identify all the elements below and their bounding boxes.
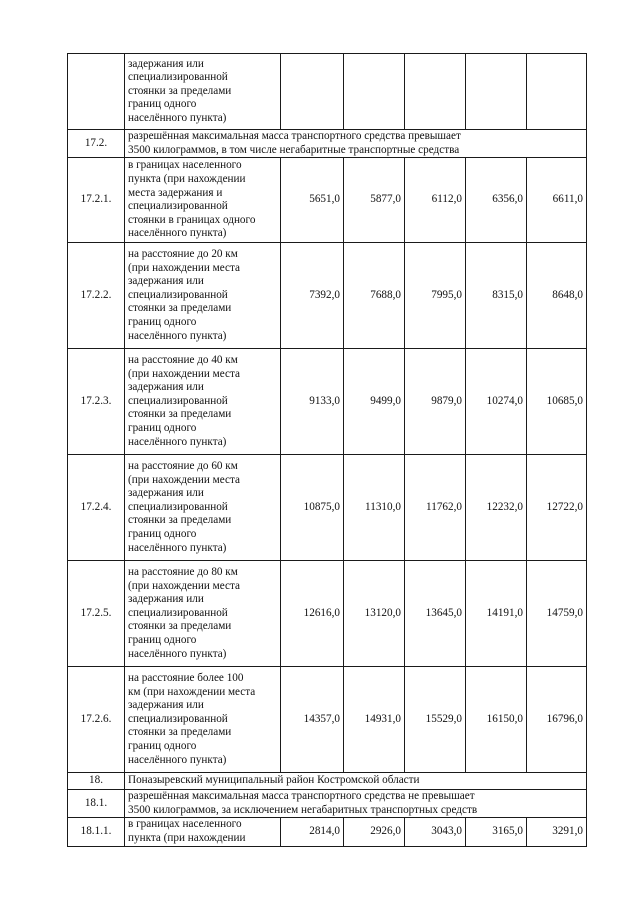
description-line: стоянки за пределами — [128, 620, 232, 633]
tariff-value-1: 14357,0 — [281, 667, 344, 773]
tariff-value-2: 14931,0 — [344, 667, 405, 773]
tariff-value-2: 9499,0 — [344, 349, 405, 455]
tariff-value-4: 6356,0 — [466, 158, 527, 243]
description-line: специализированной — [128, 200, 228, 213]
tariff-value-3: 13645,0 — [405, 561, 466, 667]
description-line: специализированной — [128, 606, 228, 619]
description-line: населённого пункта) — [128, 435, 227, 448]
tariff-value-5: 3291,0 — [527, 818, 587, 846]
description-line: границ одного — [128, 422, 197, 435]
description-line: на расстояние более 100 — [128, 672, 244, 685]
description-line: специализированной — [128, 288, 228, 301]
table-row — [68, 158, 587, 243]
tariff-value-5: 8648,0 — [527, 243, 587, 349]
row-description — [125, 455, 281, 561]
row-number: 18. — [68, 773, 125, 790]
tariff-value-4: 8315,0 — [466, 243, 527, 349]
row-description — [125, 54, 281, 130]
description-line: границ одного — [128, 528, 197, 541]
description-line: в границах населенного — [128, 159, 242, 172]
description-line: задержания или — [128, 381, 204, 394]
table-row — [68, 818, 587, 846]
description-line: км (при нахождении места — [128, 685, 256, 698]
row-number: 17.2.3. — [68, 349, 125, 455]
description-line: стоянки в границах одного — [128, 213, 256, 226]
section-title — [125, 130, 587, 158]
description-line: стоянки за пределами — [128, 84, 232, 97]
description-line: специализированной — [128, 394, 228, 407]
tariff-value-3 — [405, 54, 466, 130]
tariff-value-3: 11762,0 — [405, 455, 466, 561]
description-line: в границах населенного — [128, 818, 242, 831]
tariff-value-3: 15529,0 — [405, 667, 466, 773]
tariff-value-3: 7995,0 — [405, 243, 466, 349]
description-line: 3500 килограммов, за исключением негабаритных транспортных средств — [128, 803, 478, 816]
tariff-value-5 — [527, 54, 587, 130]
tariff-value-1 — [281, 54, 344, 130]
description-line: населённого пункта) — [128, 541, 227, 554]
tariff-value-4 — [466, 54, 527, 130]
description-line: специализированной — [128, 500, 228, 513]
table-row — [68, 561, 587, 667]
tariff-value-4: 16150,0 — [466, 667, 527, 773]
description-line: специализированной — [128, 712, 228, 725]
description-line: населённого пункта) — [128, 329, 227, 342]
row-number — [68, 54, 125, 130]
row-number: 17.2.4. — [68, 455, 125, 561]
tariff-value-5: 14759,0 — [527, 561, 587, 667]
description-line: населённого пункта) — [128, 647, 227, 660]
description-line: разрешённая максимальная масса транспортного средства превышает — [128, 130, 461, 142]
description-line: (при нахождении места — [128, 579, 240, 592]
tariff-value-2: 7688,0 — [344, 243, 405, 349]
tariff-value-2: 11310,0 — [344, 455, 405, 561]
row-description — [125, 667, 281, 773]
description-line: стоянки за пределами — [128, 408, 232, 421]
tariff-value-1: 5651,0 — [281, 158, 344, 243]
description-line: 3500 килограммов, в том числе негабаритные транспортные средства — [128, 143, 460, 156]
table-row — [68, 243, 587, 349]
description-line: населённого пункта) — [128, 111, 227, 124]
description-line: на расстояние до 60 км — [128, 460, 238, 473]
tariff-value-4: 3165,0 — [466, 818, 527, 846]
description-line: (при нахождении места — [128, 367, 240, 380]
row-description — [125, 818, 281, 846]
tariff-value-2: 13120,0 — [344, 561, 405, 667]
description-line: специализированной — [128, 71, 228, 84]
row-number: 18.1.1. — [68, 818, 125, 846]
description-line: пункта (при нахождении — [128, 831, 246, 844]
tariff-value-5: 12722,0 — [527, 455, 587, 561]
tariff-value-4: 10274,0 — [466, 349, 527, 455]
tariff-value-1: 7392,0 — [281, 243, 344, 349]
tariff-value-1: 12616,0 — [281, 561, 344, 667]
section-title — [125, 790, 587, 818]
table-row — [68, 54, 587, 130]
row-description — [125, 158, 281, 243]
tariff-value-2 — [344, 54, 405, 130]
description-line: пункта (при нахождении — [128, 173, 246, 185]
table-row — [68, 455, 587, 561]
description-line: задержания или — [128, 593, 204, 606]
tariff-table-body — [68, 54, 587, 847]
tariff-value-4: 12232,0 — [466, 455, 527, 561]
description-line: разрешённая максимальная масса транспортного средства не превышает — [128, 790, 475, 803]
table-row — [68, 667, 587, 773]
row-description — [125, 561, 281, 667]
description-line: границ одного — [128, 316, 197, 329]
row-number: 18.1. — [68, 790, 125, 818]
description-line: места задержания и — [128, 186, 223, 199]
description-line: границ одного — [128, 740, 197, 753]
description-line: (при нахождении места — [128, 473, 240, 486]
description-line: стоянки за пределами — [128, 514, 232, 527]
section-row — [68, 790, 587, 818]
description-line: на расстояние до 40 км — [128, 354, 238, 367]
tariff-value-1: 10875,0 — [281, 455, 344, 561]
tariff-value-4: 14191,0 — [466, 561, 527, 667]
table-row — [68, 349, 587, 455]
tariff-value-5: 10685,0 — [527, 349, 587, 455]
tariff-value-1: 9133,0 — [281, 349, 344, 455]
section-title — [125, 773, 587, 790]
tariff-value-1: 2814,0 — [281, 818, 344, 846]
description-line: границ одного — [128, 634, 197, 647]
description-line: стоянки за пределами — [128, 726, 232, 739]
description-line: населённого пункта) — [128, 227, 227, 240]
description-line: задержания или — [128, 57, 204, 70]
tariff-value-5: 6611,0 — [527, 158, 587, 243]
description-line: на расстояние до 20 км — [128, 248, 238, 261]
description-line: (при нахождении места — [128, 261, 240, 274]
description-line: задержания или — [128, 487, 204, 500]
row-number: 17.2.2. — [68, 243, 125, 349]
description-line: задержания или — [128, 699, 204, 712]
row-number: 17.2.5. — [68, 561, 125, 667]
row-number: 17.2. — [68, 130, 125, 158]
row-description — [125, 349, 281, 455]
description-line: границ одного — [128, 98, 197, 111]
tariff-value-3: 9879,0 — [405, 349, 466, 455]
description-line: стоянки за пределами — [128, 302, 232, 315]
tariff-table — [67, 53, 587, 847]
section-row — [68, 130, 587, 158]
description-line: на расстояние до 80 км — [128, 566, 238, 579]
tariff-value-5: 16796,0 — [527, 667, 587, 773]
tariff-value-2: 5877,0 — [344, 158, 405, 243]
description-line: Поназыревский муниципальный район Костромской области — [128, 774, 420, 787]
row-number: 17.2.6. — [68, 667, 125, 773]
description-line: задержания или — [128, 275, 204, 288]
tariff-value-3: 3043,0 — [405, 818, 466, 846]
tariff-value-3: 6112,0 — [405, 158, 466, 243]
row-description — [125, 243, 281, 349]
row-number: 17.2.1. — [68, 158, 125, 243]
section-row — [68, 773, 587, 790]
tariff-value-2: 2926,0 — [344, 818, 405, 846]
description-line: населённого пункта) — [128, 753, 227, 766]
